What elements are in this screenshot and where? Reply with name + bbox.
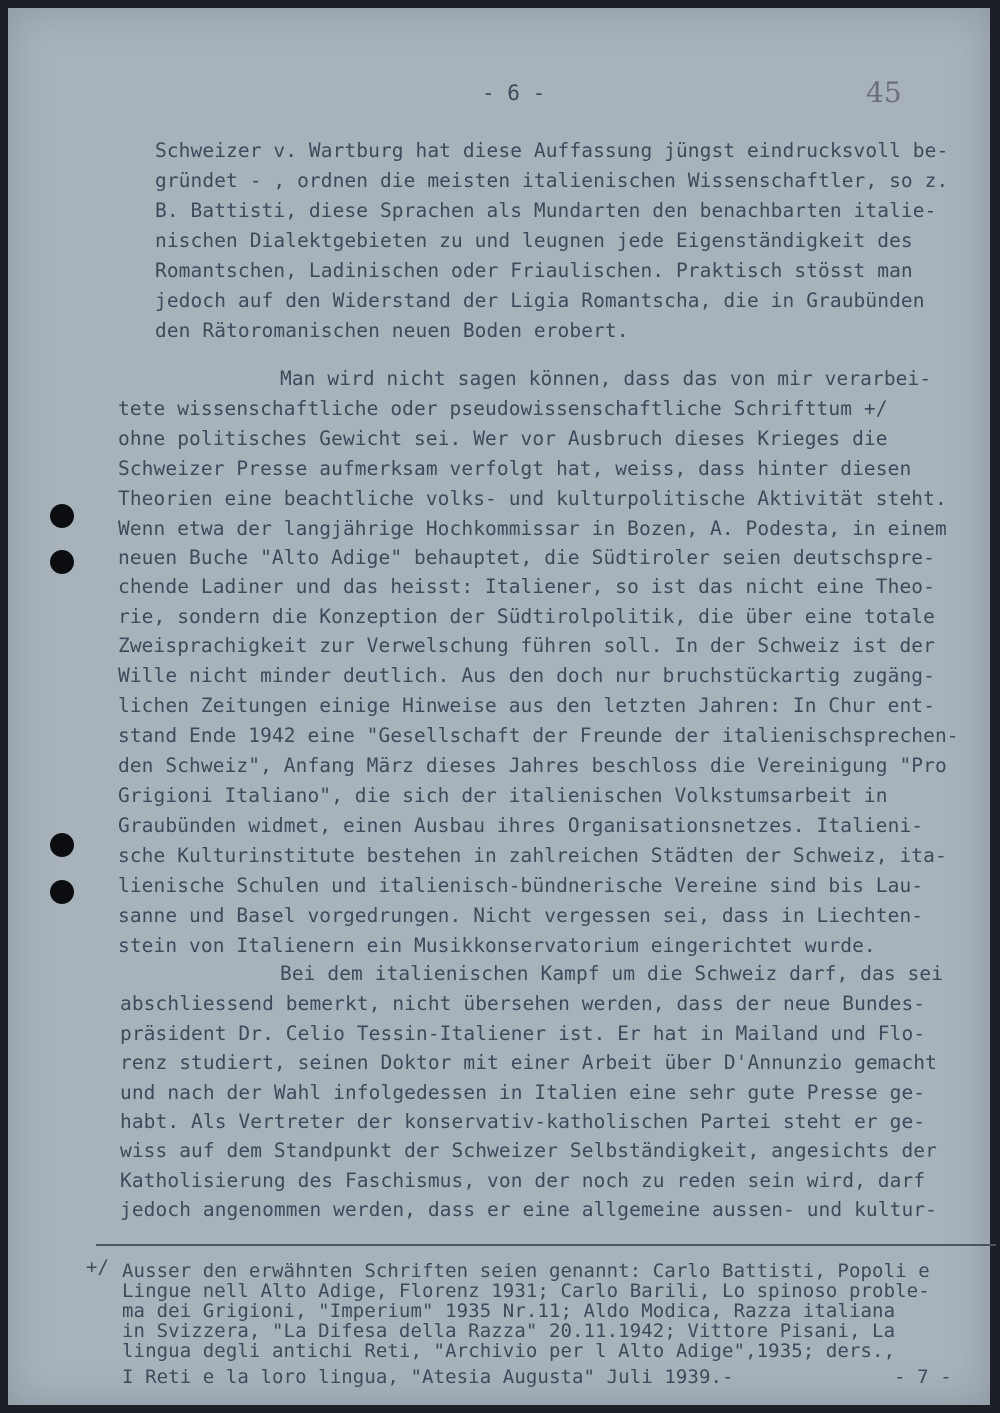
footnote-line: in Svizzera, "La Difesa della Razza" 20.11.1942; Vittore Pisani, La — [122, 1320, 896, 1342]
text-line: Grigioni Italiano", die sich der italienischen Volkstumsarbeit in — [118, 784, 888, 807]
document-page — [8, 8, 990, 1405]
folio-number: 45 — [866, 76, 902, 109]
text-line: habt. Als Vertreter der konservativ-katholischen Partei steht er ge- — [120, 1110, 926, 1133]
text-line: Schweizer v. Wartburg hat diese Auffassung jüngst eindrucksvoll be- — [155, 139, 949, 162]
text-line: rie, sondern die Konzeption der Südtirolpolitik, die über eine totale — [118, 605, 935, 628]
text-line: abschliessend bemerkt, nicht übersehen werden, dass der neue Bundes- — [120, 992, 926, 1015]
footnote-line: lingua degli antichi Reti, "Archivio per l Alto Adige",1935; ders., — [122, 1340, 896, 1362]
text-line: Bei dem italienischen Kampf um die Schweiz darf, das sei — [280, 962, 944, 985]
text-line: chende Ladiner und das heisst: Italiener, so ist das nicht eine Theo- — [118, 575, 935, 598]
next-page-marker: - 7 - — [894, 1366, 952, 1388]
footnote-line: Ausser den erwähnten Schriften seien genannt: Carlo Battisti, Popoli e — [122, 1260, 930, 1282]
footnote-divider — [96, 1244, 996, 1246]
text-line: jedoch auf den Widerstand der Ligia Romantscha, die in Graubünden — [155, 289, 925, 312]
footnote-marker: +/ — [86, 1256, 110, 1278]
punch-hole — [50, 833, 74, 857]
punch-hole — [50, 880, 74, 904]
footnote-line: I Reti e la loro lingua, "Atesia Augusta" Juli 1939.- — [122, 1366, 734, 1388]
text-line: den Schweiz", Anfang März dieses Jahres beschloss die Vereinigung "Pro — [118, 754, 947, 777]
text-line: den Rätoromanischen neuen Boden erobert. — [155, 319, 629, 342]
text-line: lichen Zeitungen einige Hinweise aus den letzten Jahren: In Chur ent- — [118, 694, 935, 717]
text-line: Katholisierung des Faschismus, von der noch zu reden sein wird, darf — [120, 1169, 926, 1192]
text-line: gründet - , ordnen die meisten italienischen Wissenschaftler, so z. — [155, 169, 949, 192]
text-line: tete wissenschaftliche oder pseudowissenschaftliche Schrifttum +/ — [118, 397, 888, 420]
text-line: Schweizer Presse aufmerksam verfolgt hat, weiss, dass hinter diesen — [118, 457, 912, 480]
text-line: Man wird nicht sagen können, dass das von mir verarbei- — [280, 367, 932, 390]
text-line: Theorien eine beachtliche volks- und kulturpolitische Aktivität steht. — [118, 487, 947, 510]
text-line: nischen Dialektgebieten zu und leugnen jede Eigenständigkeit des — [155, 229, 913, 252]
text-line: Wenn etwa der langjährige Hochkommissar in Bozen, A. Podesta, in einem — [118, 517, 947, 540]
punch-hole — [50, 550, 74, 574]
text-line: B. Battisti, diese Sprachen als Mundarten den benachbarten italie- — [155, 199, 937, 222]
text-line: Zweisprachigkeit zur Verwelschung führen soll. In der Schweiz ist der — [118, 634, 935, 657]
text-line: stein von Italienern ein Musikkonservatorium eingerichtet wurde. — [118, 934, 876, 957]
text-line: Graubünden widmet, einen Ausbau ihres Organisationsnetzes. Italieni- — [118, 814, 924, 837]
text-line: sche Kulturinstitute bestehen in zahlreichen Städten der Schweiz, ita- — [118, 844, 947, 867]
punch-hole — [50, 504, 74, 528]
text-line: und nach der Wahl infolgedessen in Italien eine sehr gute Presse ge- — [120, 1081, 926, 1104]
text-line: Romantschen, Ladinischen oder Friaulischen. Praktisch stösst man — [155, 259, 913, 282]
footnote-line: ma dei Grigioni, "Imperium" 1935 Nr.11; Aldo Modica, Razza italiana — [122, 1300, 896, 1322]
text-line: renz studiert, seinen Doktor mit einer Arbeit über D'Annunzio gemacht — [120, 1051, 937, 1074]
text-line: sanne und Basel vorgedrungen. Nicht vergessen sei, dass in Liechten- — [118, 904, 924, 927]
text-line: Wille nicht minder deutlich. Aus den doch nur bruchstückartig zugäng- — [118, 664, 935, 687]
text-line: präsident Dr. Celio Tessin-Italiener ist. Er hat in Mailand und Flo- — [120, 1022, 926, 1045]
text-line: lienische Schulen und italienisch-bündnerische Vereine sind bis Lau- — [118, 874, 924, 897]
footnote-line: Lingue nell Alto Adige, Florenz 1931; Carlo Barili, Lo spinoso proble- — [122, 1280, 930, 1302]
text-line: stand Ende 1942 eine "Gesellschaft der Freunde der italienischsprechen- — [118, 724, 959, 747]
text-line: ohne politisches Gewicht sei. Wer vor Ausbruch dieses Krieges die — [118, 427, 888, 450]
page-number: - 6 - — [482, 81, 546, 105]
text-line: neuen Buche "Alto Adige" behauptet, die Südtiroler seien deutschspre- — [118, 546, 935, 569]
text-line: wiss auf dem Standpunkt der Schweizer Selbständigkeit, angesichts der — [120, 1139, 937, 1162]
text-line: jedoch angenommen werden, dass er eine allgemeine aussen- und kultur- — [120, 1198, 937, 1221]
